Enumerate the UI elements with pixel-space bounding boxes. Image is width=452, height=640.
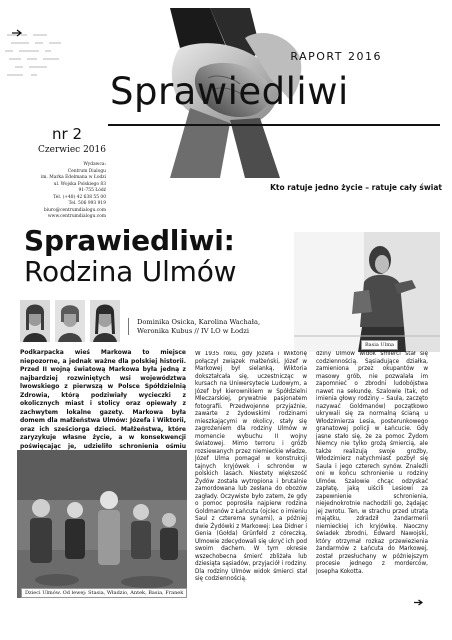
title-rule (108, 124, 440, 126)
address-line: im. Marka Edelmana w Łodzi (40, 175, 106, 180)
ulma-children-photo (17, 450, 187, 598)
authors-line: Weronika Kubus // IV LO w Łodzi (137, 326, 249, 335)
child-figure (65, 502, 85, 559)
authors-line: Dominika Osicka, Karolina Wachała, (137, 318, 261, 326)
article-headline (24, 226, 236, 288)
child-figure (160, 513, 178, 560)
publisher-address (14, 162, 106, 221)
address-line: Centrum Dialogu (67, 168, 106, 174)
publication-title: Sprawiedliwi (110, 70, 349, 113)
child-figure (30, 499, 52, 563)
author-portraits (20, 300, 120, 342)
article-lead: Podkarpacka wieś Markowa to miejsce niepozorne, a jednak ważne dla polskiej historii. Przed II wojną światową Markowa była jedną z najbardziej rozwiniętych wsi województwa lwowskiego z pierwszą w Polsce Spółdzielnią Zdrowia, którą podziwiały wycieczki z okolicznych miast i stolicy oraz opiewały z zachwytem lokalne gazety. Markowa była domem dla małżeństwa Ulmów: Józefa i Wiktorii, oraz ich sześciorga dzieci. Małżeństwa, które zaryzykuje własne życie, a w konsekwencji poświęcając je, udzieliło schronienia ośmiu (20, 349, 186, 450)
basia-ulma-photo (294, 232, 440, 352)
report-label: RAPORT 2016 (290, 50, 382, 63)
article-column-2: W 1935 roku, gdy Józefa i Wiktorię połączył związek małżeński, Józef w Markowej był sielanką, Wiktoria dokształcała się, uczestnicząc w kursach na Uniwersytecie Ludowym, a Józef był kierownikiem w Spółdzielni Mleczarskiej, prywatnie pasjonatem fotografii. Przedwojenne przyjaźnie, zawarte z żydowskimi rodzinami mieszkającymi w okolicy, stały się zagrożeniem dla rodziny Ulmów w momencie wybuchu II wojny światowej. Mimo terroru i gróźb rozsiewanych przez niemieckie władze, Józef Ulma pomagał w konstrukcji tajnych kryjówek i schronów w polskich lasach. Niestety większość Żydów została wytropiona i brutalnie zamordowana lub zesłana do obozów zagłady. Oczywiste było zatem, że gdy o pomoc poprosiła najpierw rodzina Goldmanów z Łańcuta (ojciec o imieniu Saul z czterema synami), a później dwie Żydówki z Markowej: Lea Didner i Genia (Gołda) Grünfeld z córeczką, Ulmowie zdecydowali się ukryć ich pod swoim dachem. W tym okresie wszechobecna śmierć zbliżała lub dziesiąta sąsiadów, przyjaciół i rodziny. Dla rodziny Ulmów widok śmierci stał się codziennością. (195, 351, 307, 582)
headline-line-1: Sprawiedliwi: (24, 224, 235, 257)
children-photo-caption: Dzieci Ulmów. Od lewej: Stasia, Władzio, Antek, Basia, Franek (21, 588, 187, 598)
child-figure (131, 504, 151, 559)
arrow-icon (11, 28, 23, 38)
address-line: Wydawca: (83, 162, 106, 167)
address-line: www.centrumdialogu.com (47, 214, 106, 219)
address-line: Tel. (+48) 42 638 55 00 (53, 194, 106, 200)
issue-date: Czerwiec 2016 (38, 145, 106, 155)
child-figure (98, 491, 120, 565)
author-portrait (90, 300, 120, 342)
article-column-3: dziny Ulmów widok śmierci stał się codziennością. Sąsiadujące działka, zamieniona przez okupantów w masowy grób, nie pozwalała im zapomnieć o zbrodni ludobójstwa nawet na sekundę. Szalowie (tak, od imienia głowy rodziny – Saula, zaczęto nazywać Goldmanów) początkowo ukrywali się za normalną ścianą u Włodzimierza Lesia, posterunkowego granatowej policji w Łańcucie. Gdy jasne stało się, że za pomoc Żydom Niemcy nie tylko grożą śmiercią, ale także realizują swoje groźby, Włodzimierz natychmiast pozbył się Saula i jego czterech synów. Znaleźli oni w końcu schronienie u rodziny Ulmów. Szalowie chcąc odzyskać zapłatę, jaką uiścili Lesiowi za zapewnienie schronienia, niejednokrotnie nachodzili go, żądając jej zwrotu. Ten, w strachu przed utratą majątku, zdradził żandarmerii niemieckiej ich kryjówkę. Naoczny świadek zbrodni, Edward Nawojski, który otrzymał rozkaz przewiezienia żandarmów z Łańcuta do Markowej, został przesłuchany w późniejszym procesie jednego z morderców, Josepha Kokotta. (316, 351, 428, 575)
decorative-pattern (5, 30, 125, 110)
authors-byline (128, 318, 288, 335)
address-line: Tel. 506 993 919 (68, 201, 106, 206)
masthead (0, 0, 452, 219)
headline-line-2: Rodzina Ulmów (24, 255, 237, 288)
tagline: Kto ratuje jedno życie – ratuje cały świat (270, 183, 442, 192)
address-line: biuro@centrumdialogu.com (43, 207, 106, 213)
author-portrait (20, 300, 50, 342)
arrow-icon (414, 599, 424, 606)
issue-number: nr 2 (52, 125, 82, 143)
author-portrait (55, 300, 85, 342)
address-line: 91-755 Łódź (78, 188, 106, 193)
address-line: ul. Wojska Polskiego 83 (53, 181, 106, 187)
basia-photo-caption: Basia Ulma (361, 340, 398, 350)
